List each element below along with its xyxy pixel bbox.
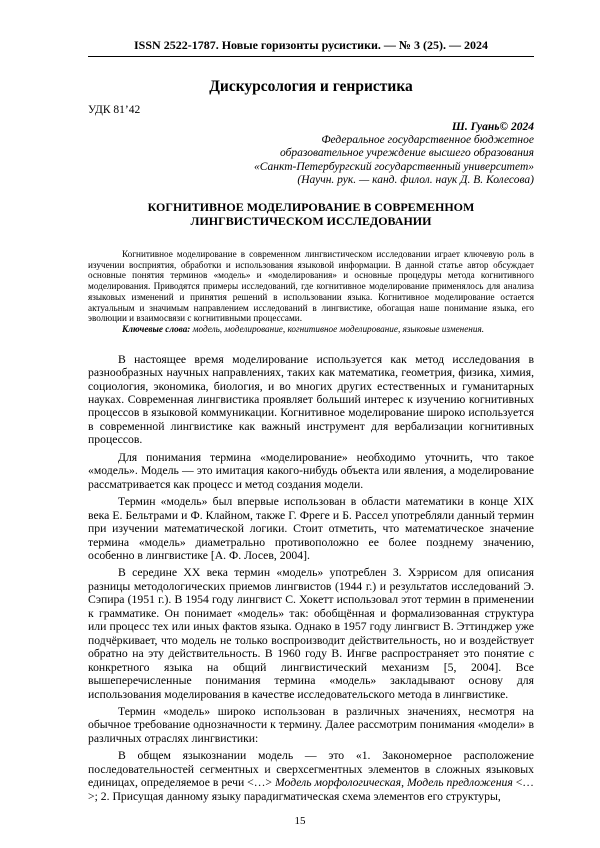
paper-title-line: КОГНИТИВНОЕ МОДЕЛИРОВАНИЕ В СОВРЕМЕННОМ (147, 200, 475, 215)
abstract: Когнитивное моделирование в современном лингвистическом исследовании играет ключевую роль в изучении восприятия, обработки и использования языковой информации. В данной статье автор обсуждает основные понятия терминов «модель» и «моделирования» и основные процедуры метода когнитивного моделирования. Приводятся примеры исследований, где когнитивное моделирование применялось для анализа языковых изменений и принятия решений в использовании языка. Когнитивное моделирование остается актуальным и значимым направлением исследований в лингвистике, обогащая наше понимание языка, его эволюции и взаимосвязи с когнитивными процессами. (88, 249, 534, 324)
header-rule (88, 56, 534, 57)
text-run: , (401, 776, 407, 790)
section-title: Дискурсология и генристика (209, 78, 413, 95)
paper-title-line: ЛИНГВИСТИЧЕСКОМ ИССЛЕДОВАНИИ (190, 214, 432, 229)
body-paragraph: Для понимания термина «моделирование» необходимо уточнить, что такое «модель». Модель — это имитация какого-нибудь объекта или явления, а моделирование рассматривается как процесс и метод создания модели. (88, 450, 534, 491)
text-run: <…>; 2. Присущая данному языку парадигматическая схема элементов его структуры, (88, 776, 534, 803)
keywords (88, 324, 534, 335)
keywords-text: модель, моделирование, когнитивное моделирование, языковые изменения. (190, 323, 485, 334)
affiliation-line: «Санкт-Петербургский государственный университет» (254, 160, 534, 173)
italic-term: Модель предложения (406, 776, 513, 790)
udk-code: УДК 81’42 (88, 104, 141, 116)
journal-header: ISSN 2522-1787. Новые горизонты русистики. — № 3 (25). — 2024 (134, 38, 488, 52)
body-paragraph-last (88, 749, 534, 803)
body-paragraph: Термин «модель» был впервые использован в области математики в конце XIX века Е. Бельтрами и Ф. Клайном, также Г. Фреге и Б. Рассел употребляли данный термин при изучении математической логики. Стоит отметить, что математическое значение термина «модель» диаметрально противоположно ее более позднему значению, особенно в лингвистике [А. Ф. Лосев, 2004]. (88, 495, 534, 562)
keywords-label: Ключевые слова: (122, 323, 191, 334)
page-number: 15 (294, 815, 306, 827)
supervisor-line: (Научн. рук. — канд. филол. наук Д. В. Колесова) (297, 173, 534, 186)
author-name: Ш. Гуань© 2024 (451, 121, 534, 133)
article-body (88, 353, 534, 804)
paper-title (88, 200, 534, 228)
body-paragraph: В середине ХХ века термин «модель» употреблен З. Хэррисом для описания разницы методологических приемов лингвистов (1944 г.) и результатов исследований Э. Сэпира (1951 г.). В 1954 году лингвист С. Хокетт использовал этот термин в применении к грамматике. Он понимает «модель» так: обобщённая и формализованная структура или процесс тех или иных фактов языка. Однако в 1957 году лингвист В. Эттинджер уже подчёркивает, что модель не только воспроизводит действительность, но и воздействует обратно на эту действительность. В 1960 году В. Ингве распространяет это понятие с конкретного языка на общий лингвистический механизм [5, 2004]. Все вышеперечисленные понимания термина «модель» закладывают основу для использования моделирования в качестве исследовательского метода в лингвистике. (88, 566, 534, 701)
affiliation-line: Федеральное государственное бюджетное (321, 134, 534, 147)
affiliation-line: образовательное учреждение высшего образования (280, 147, 534, 160)
body-paragraph: В настоящее время моделирование используется как метод исследования в разнообразных научных направлениях, таких как математика, геометрия, физика, химия, социология, экономика, биология, и во многих других естественных и гуманитарных науках. Современная лингвистика проявляет больший интерес к изучению когнитивных процессов в языковой коммуникации. Когнитивное моделирование широко используется в современной лингвистике как важный инструмент для вербализации когнитивных процессов. (88, 352, 534, 447)
italic-term: Модель морфологическая (274, 776, 402, 790)
body-paragraph: Термин «модель» широко использован в различных значениях, несмотря на обычное требование однозначности к термину. Далее рассмотрим понимания «модели» в различных отраслях лингвистики: (88, 704, 534, 745)
text-run: В общем языкознании модель — это «1. Закономерное расположение последовательностей сегментных и сверхсегментных элементов в сложных языковых единицах, определяемое в речи <…> (88, 749, 534, 790)
author-block (88, 121, 534, 187)
